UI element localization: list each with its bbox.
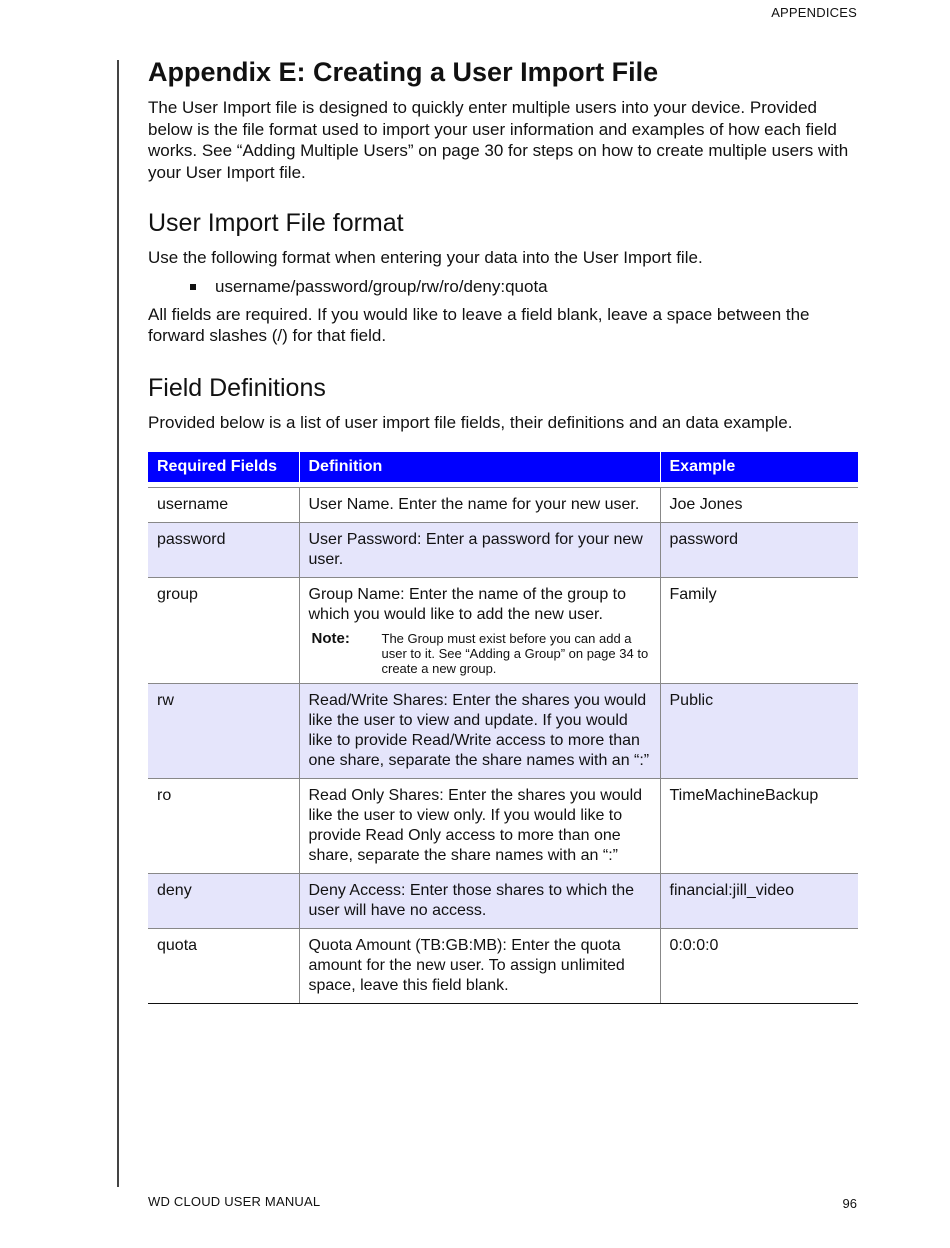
field-name: username (148, 488, 299, 523)
format-note: All fields are required. If you would like to leave a field blank, leave a space between the forward slashes (/) for that field. (148, 304, 810, 345)
field-definition: User Password: Enter a password for your new user. (299, 523, 660, 578)
fields-heading: Field Definitions (148, 373, 326, 402)
note-text: The Group must exist before you can add a user to it. See “Adding a Group” on page 34 to create a new group. (381, 631, 649, 676)
footer-manual-title: WD CLOUD USER MANUAL (148, 1194, 321, 1209)
field-example: Public (660, 684, 858, 779)
field-example: financial:jill_video (660, 874, 858, 929)
header-example: Example (660, 452, 858, 485)
field-example: password (660, 523, 858, 578)
field-definition: Read Only Shares: Enter the shares you would like the user to view only. If you would like to provide Read Only access to more than one share, separate the share names with an “:” (299, 779, 660, 874)
field-definition: Deny Access: Enter those shares to which the user will have no access. (299, 874, 660, 929)
table-row (148, 779, 858, 874)
header-definition: Definition (299, 452, 660, 485)
intro-paragraph: The User Import file is designed to quickly enter multiple users into your device. Provided below is the file format used to import your user information and examples of how each field works. See “Adding Multiple Users” on page 30 for steps on how to create multiple users with your User Import file. (148, 98, 849, 182)
table-row (148, 874, 858, 929)
field-name: quota (148, 929, 299, 1004)
field-definitions-table (148, 452, 858, 1004)
field-example: TimeMachineBackup (660, 779, 858, 874)
note-label: Note: (311, 630, 350, 647)
field-example: 0:0:0:0 (660, 929, 858, 1004)
table-header-row (148, 452, 858, 485)
table-row (148, 929, 858, 1004)
field-definition: User Name. Enter the name for your new user. (299, 488, 660, 523)
field-example: Joe Jones (660, 488, 858, 523)
format-heading: User Import File format (148, 209, 404, 237)
page-number: 96 (842, 1196, 857, 1211)
bullet-square-icon (190, 284, 196, 290)
field-definition: Quota Amount (TB:GB:MB): Enter the quota amount for the new user. To assign unlimited space, leave this field blank. (299, 929, 660, 1004)
table-row (148, 684, 858, 779)
format-bullet (148, 276, 858, 298)
field-definition: Read/Write Shares: Enter the shares you would like the user to view and update. If you would like to provide Read/Write access to more than one share, separate the share names with an “:” (299, 684, 660, 779)
field-definition-cell (299, 578, 660, 684)
field-name: deny (148, 874, 299, 929)
format-lead: Use the following format when entering your data into the User Import file. (148, 248, 703, 267)
field-name: password (148, 523, 299, 578)
field-example: Family (660, 578, 858, 684)
table-row (148, 578, 858, 684)
header-required-fields: Required Fields (148, 452, 299, 485)
field-name: rw (148, 684, 299, 779)
fields-lead: Provided below is a list of user import file fields, their definitions and an data example. (148, 412, 793, 432)
field-name: group (148, 578, 299, 684)
page-content (148, 55, 858, 1004)
group-note (309, 631, 651, 676)
field-name: ro (148, 779, 299, 874)
table-row (148, 488, 858, 523)
page-title: Appendix E: Creating a User Import File (148, 57, 659, 87)
running-header: APPENDICES (771, 5, 857, 20)
field-definition: Group Name: Enter the name of the group to which you would like to add the new user. (308, 586, 627, 623)
format-string: username/password/group/rw/ro/deny:quota (215, 276, 548, 296)
margin-rule (117, 60, 119, 1187)
format-list (148, 276, 858, 298)
table-row (148, 523, 858, 578)
